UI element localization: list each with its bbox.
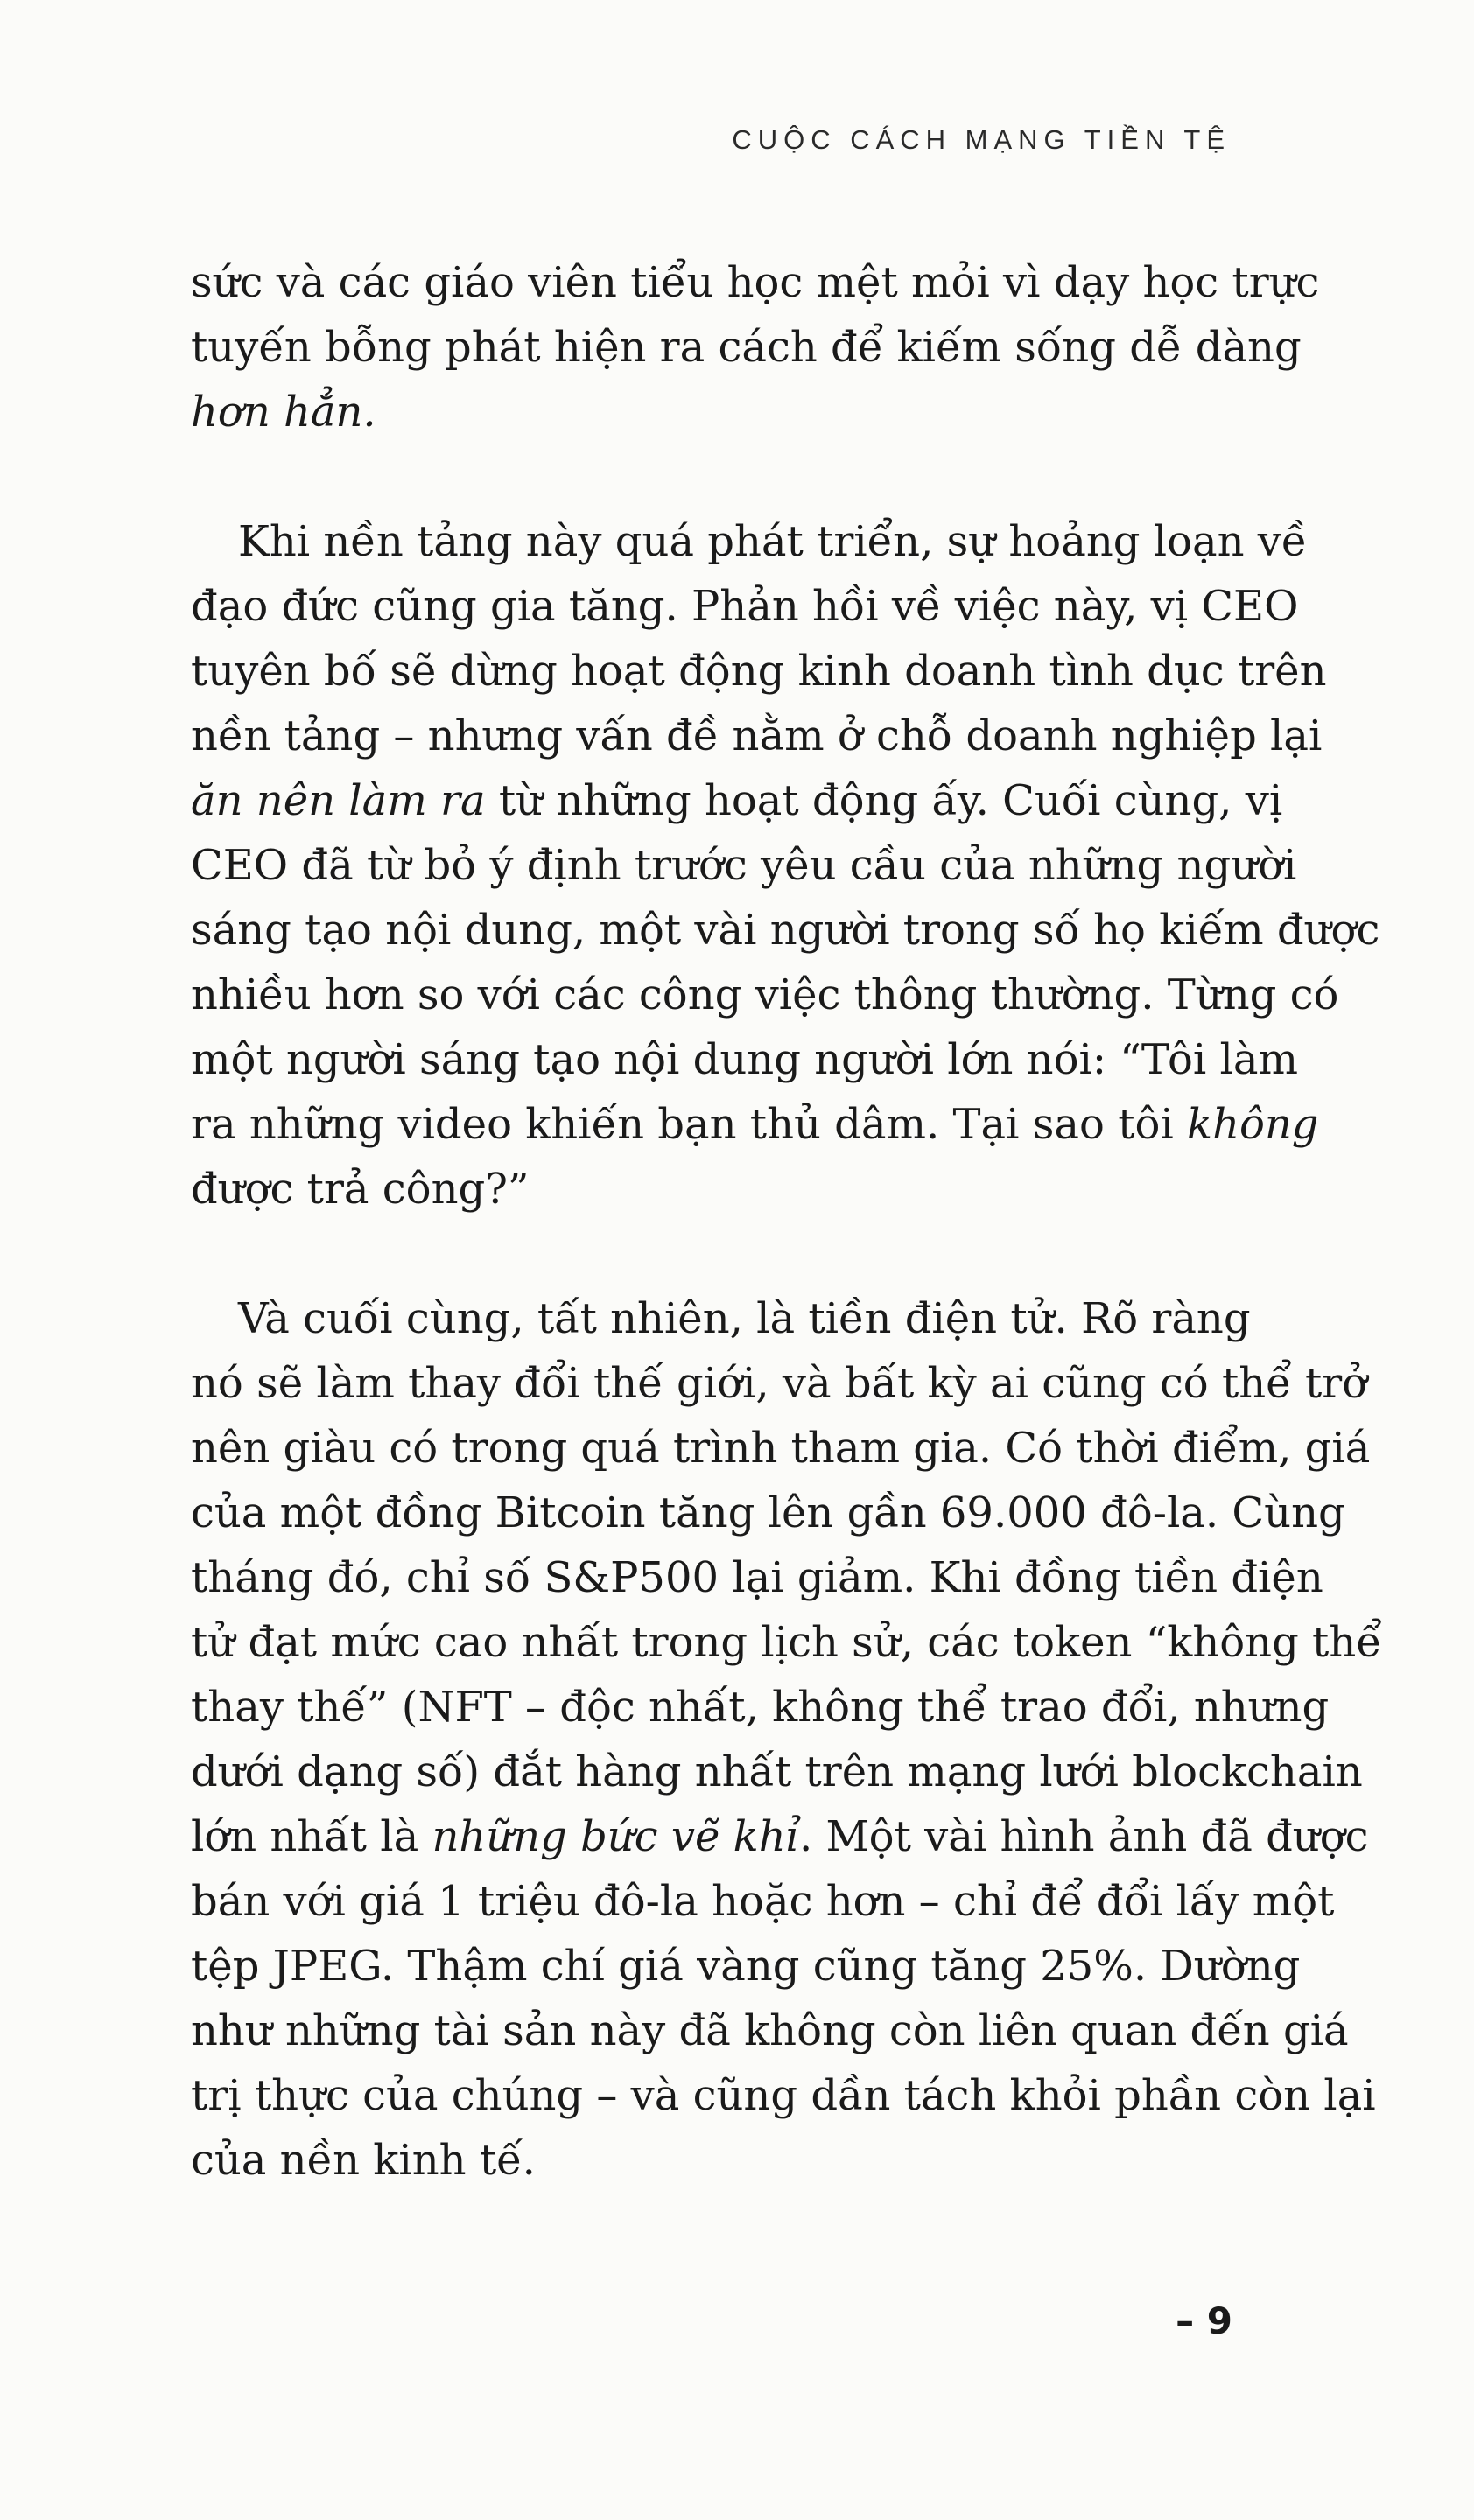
- paragraph-2: [191, 509, 1380, 1222]
- text-line: bán với giá 1 triệu đô-la hoặc hơn – chỉ để đổi lấy một: [191, 1877, 1335, 1926]
- paragraph-gap: [191, 1222, 1241, 1286]
- text-line: đạo đức cũng gia tăng. Phản hồi về việc này, vị CEO: [191, 582, 1299, 631]
- running-header: CUỘC CÁCH MẠNG TIỀN TỆ: [732, 124, 1231, 155]
- page-number: – 9: [1176, 2300, 1232, 2342]
- text-line: thay thế” (NFT – độc nhất, không thể trao đổi, nhưng: [191, 1683, 1330, 1732]
- text-line: một người sáng tạo nội dung người lớn nói: “Tôi làm: [191, 1035, 1298, 1084]
- text-line: tử đạt mức cao nhất trong lịch sử, các token “không thể: [191, 1618, 1382, 1667]
- text-line: tệp JPEG. Thậm chí giá vàng cũng tăng 25%. Dường: [191, 1942, 1301, 1991]
- italic-text: ăn nên làm ra: [191, 776, 486, 825]
- body-text: [191, 250, 1382, 2193]
- text-line: [191, 768, 1283, 833]
- text-line: trị thực của chúng – và cũng dần tách khỏi phần còn lại: [191, 2071, 1376, 2120]
- text-run: . Một vài hình ảnh đã được: [799, 1812, 1369, 1861]
- text-run: lớn nhất là: [191, 1812, 432, 1861]
- text-line: [191, 1092, 1319, 1157]
- italic-text: hơn hẳn.: [191, 388, 376, 437]
- text-run: ra những video khiến bạn thủ dâm. Tại sao tôi: [191, 1100, 1187, 1149]
- text-line: CEO đã từ bỏ ý định trước yêu cầu của những người: [191, 841, 1297, 890]
- text-line: tuyến bỗng phát hiện ra cách để kiếm sống dễ dàng: [191, 323, 1302, 372]
- text-line: Khi nền tảng này quá phát triển, sự hoảng loạn về: [238, 517, 1308, 566]
- paragraph-3: [191, 1286, 1382, 2193]
- text-line: nhiều hơn so với các công việc thông thường. Từng có: [191, 970, 1339, 1019]
- text-line: của một đồng Bitcoin tăng lên gần 69.000 đô-la. Cùng: [191, 1488, 1345, 1537]
- text-line: dưới dạng số) đắt hàng nhất trên mạng lưới blockchain: [191, 1747, 1363, 1796]
- paragraph-1: [191, 250, 1320, 444]
- text-line: nên giàu có trong quá trình tham gia. Có thời điểm, giá: [191, 1424, 1371, 1473]
- text-line: nó sẽ làm thay đổi thế giới, và bất kỳ ai cũng có thể trở: [191, 1359, 1368, 1408]
- text-line: Và cuối cùng, tất nhiên, là tiền điện tử. Rõ ràng: [238, 1294, 1251, 1343]
- text-line: của nền kinh tế.: [191, 2136, 536, 2185]
- text-line: nền tảng – nhưng vấn đề nằm ở chỗ doanh nghiệp lại: [191, 711, 1323, 760]
- text-line: sáng tạo nội dung, một vài người trong số họ kiếm được: [191, 906, 1380, 955]
- text-line: tuyên bố sẽ dừng hoạt động kinh doanh tình dục trên: [191, 647, 1327, 696]
- text-run: từ những hoạt động ấy. Cuối cùng, vị: [485, 776, 1283, 825]
- text-line: được trả công?”: [191, 1165, 530, 1214]
- text-line: như những tài sản này đã không còn liên quan đến giá: [191, 2006, 1349, 2055]
- text-line: sức và các giáo viên tiểu học mệt mỏi vì dạy học trực: [191, 258, 1320, 307]
- italic-text: không: [1186, 1100, 1319, 1149]
- italic-text: những bức vẽ khỉ: [432, 1812, 799, 1861]
- text-line: tháng đó, chỉ số S&P500 lại giảm. Khi đồng tiền điện: [191, 1553, 1323, 1602]
- paragraph-gap: [191, 444, 1241, 509]
- text-line: [191, 1804, 1369, 1869]
- text-line: [191, 380, 1241, 444]
